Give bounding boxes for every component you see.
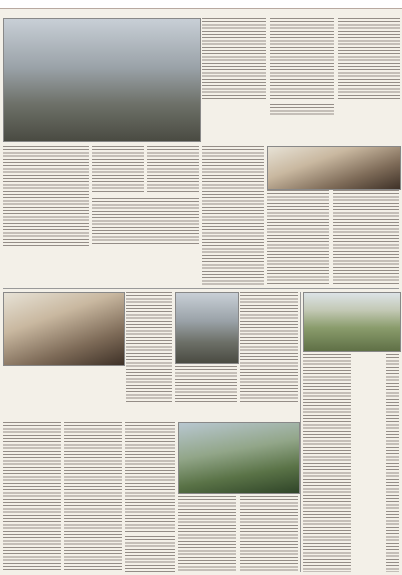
- text-column: [178, 496, 236, 572]
- text-column: [125, 536, 175, 572]
- text-column: [64, 422, 122, 572]
- text-column: [202, 18, 266, 100]
- text-column: [92, 146, 144, 194]
- tea-garden-photo: [178, 422, 300, 494]
- portrait-photo: [3, 292, 125, 366]
- village-gathering-photo: [3, 18, 201, 142]
- text-column: [267, 190, 329, 286]
- text-column: [3, 422, 61, 572]
- text-column: [240, 496, 298, 572]
- text-column: [92, 198, 199, 246]
- divider: [300, 292, 301, 572]
- community-photo: [175, 292, 239, 364]
- divider: [3, 288, 399, 289]
- text-column: [202, 146, 264, 286]
- text-column: [270, 104, 334, 116]
- text-column: [386, 354, 399, 572]
- header-band: [0, 0, 402, 9]
- text-column: [147, 146, 199, 194]
- text-column: [270, 18, 334, 100]
- tea-field-photo: [303, 292, 401, 352]
- text-column: [3, 146, 89, 246]
- text-column: [126, 292, 172, 402]
- text-column: [240, 292, 298, 402]
- text-column: [175, 366, 237, 402]
- text-column: [125, 422, 175, 532]
- meeting-photo: [267, 146, 401, 190]
- text-column: [303, 354, 351, 572]
- text-column: [333, 190, 399, 286]
- text-column: [338, 18, 400, 100]
